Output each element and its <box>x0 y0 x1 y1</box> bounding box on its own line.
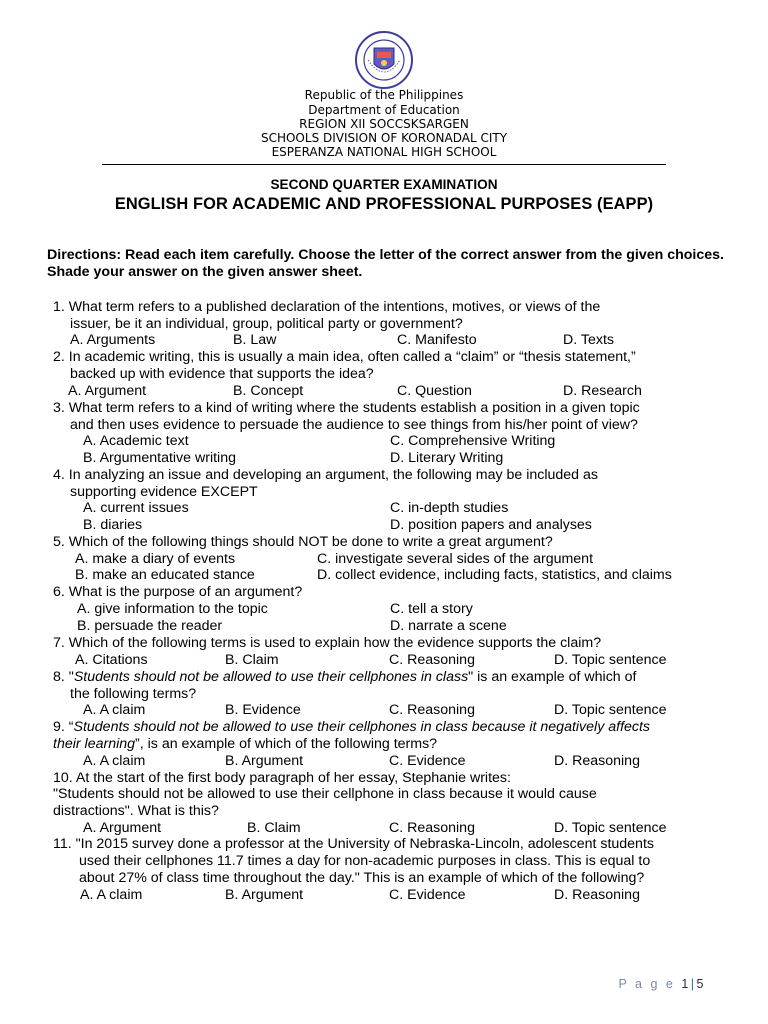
question-6-text: 6. What is the purpose of an argument? <box>53 584 303 600</box>
question-5-choice-d: D. collect evidence, including facts, statistics, and claims <box>317 567 672 583</box>
question-8-text-cont: the following terms? <box>70 686 197 702</box>
question-11-choice-a: A. A claim <box>80 887 143 903</box>
question-3-choice-d: D. Literary Writing <box>390 450 504 466</box>
question-1-choice-a: A. Arguments <box>70 332 156 348</box>
question-10-text: 10. At the start of the first body paragraph of her essay, Stephanie writes: <box>53 770 511 786</box>
question-2-choice-d: D. Research <box>563 383 642 399</box>
question-1-choice-d: D. Texts <box>563 332 614 348</box>
question-10-text-cont-2: distractions". What is this? <box>53 803 219 819</box>
question-10-text-cont: "Students should not be allowed to use their cellphone in class because it would cause <box>53 786 597 802</box>
question-9-choice-b: B. Argument <box>225 753 304 769</box>
question-7-text: 7. Which of the following terms is used to explain how the evidence supports the claim? <box>53 635 602 651</box>
page-footer <box>618 977 706 991</box>
exam-title: SECOND QUARTER EXAMINATION <box>270 177 498 192</box>
question-9-text <box>53 719 650 736</box>
question-11-text-cont-2: about 27% of class time throughout the day." This is an example of which of the following? <box>79 870 645 886</box>
question-4-choice-a: A. current issues <box>83 500 189 516</box>
question-8-choice-c: C. Reasoning <box>389 702 475 718</box>
question-8-choice-b: B. Evidence <box>225 702 301 718</box>
question-6-choice-d: D. narrate a scene <box>390 618 507 634</box>
question-9-suffix: ”, is an example of which of the following terms? <box>135 736 438 752</box>
page-label: P a g e <box>618 977 676 991</box>
question-3-choice-b: B. Argumentative writing <box>83 450 236 466</box>
question-7-choice-a: A. Citations <box>75 652 148 668</box>
question-9-quote-cont: their learning <box>53 736 136 752</box>
question-9-quote: Students should not be allowed to use their cellphones in class because it negatively affects <box>73 719 651 735</box>
question-1-choice-b: B. Law <box>233 332 277 348</box>
question-3-text-cont: and then uses evidence to persuade the audience to see things from his/her point of view? <box>70 417 638 433</box>
question-5-choice-c: C. investigate several sides of the argument <box>317 551 594 567</box>
question-4-text-cont: supporting evidence EXCEPT <box>70 484 258 500</box>
question-8-choice-a: A. A claim <box>83 702 146 718</box>
question-8-choice-d: D. Topic sentence <box>554 702 667 718</box>
question-2-choice-b: B. Concept <box>233 383 304 399</box>
question-2-text-cont: backed up with evidence that supports the idea? <box>70 366 374 382</box>
question-9-prefix: 9. “ <box>53 719 74 735</box>
question-6-choice-c: C. tell a story <box>390 601 473 617</box>
question-8-quote: Students should not be allowed to use their cellphones in class <box>73 669 469 685</box>
page-total: 5 <box>696 977 706 991</box>
question-5-choice-a: A. make a diary of events <box>75 551 236 567</box>
question-9-choice-c: C. Evidence <box>389 753 466 769</box>
header-divider <box>102 164 666 165</box>
question-11-choice-b: B. Argument <box>225 887 304 903</box>
question-8-suffix: " is an example of which of <box>468 669 637 685</box>
question-3-text: 3. What term refers to a kind of writing where the students establish a position in a given topic <box>53 400 640 416</box>
question-6-choice-a: A. give information to the topic <box>77 601 268 617</box>
question-4-choice-b: B. diaries <box>83 517 143 533</box>
page-number: 1 <box>681 977 691 991</box>
question-5-choice-b: B. make an educated stance <box>75 567 255 583</box>
question-7-choice-c: C. Reasoning <box>389 652 475 668</box>
question-11-text-cont: used their cellphones 11.7 times a day for non-academic purposes in class. This is equal to <box>79 853 651 869</box>
question-3-choice-a: A. Academic text <box>83 433 189 449</box>
question-11-choice-c: C. Evidence <box>389 887 466 903</box>
question-10-choice-d: D. Topic sentence <box>554 820 667 836</box>
question-2-choice-a: A. Argument <box>68 383 147 399</box>
question-8-text <box>53 669 636 686</box>
header-region: REGION XII SOCCSKSARGEN <box>299 117 469 131</box>
header-division: SCHOOLS DIVISION OF KORONADAL CITY <box>260 131 508 145</box>
header-school: ESPERANZA NATIONAL HIGH SCHOOL <box>271 145 497 159</box>
question-10-choice-a: A. Argument <box>83 820 162 836</box>
question-4-choice-d: D. position papers and analyses <box>390 517 592 533</box>
question-2-text: 2. In academic writing, this is usually a main idea, often called a “claim” or “thesis statement,” <box>53 349 636 365</box>
deped-seal-logo <box>348 30 420 90</box>
header-republic: Republic of the Philippines <box>304 88 464 102</box>
question-7-choice-b: B. Claim <box>225 652 279 668</box>
question-1-text: 1. What term refers to a published declaration of the intentions, motives, or views of the <box>53 299 601 315</box>
exam-subject: ENGLISH FOR ACADEMIC AND PROFESSIONAL PURPOSES (EAPP) <box>114 195 654 213</box>
question-1-choice-c: C. Manifesto <box>397 332 477 348</box>
question-3-choice-c: C. Comprehensive Writing <box>390 433 556 449</box>
question-9-choice-d: D. Reasoning <box>554 753 640 769</box>
question-7-choice-d: D. Topic sentence <box>554 652 667 668</box>
question-6-choice-b: B. persuade the reader <box>77 618 223 634</box>
question-2-choice-c: C. Question <box>397 383 472 399</box>
question-4-text: 4. In analyzing an issue and developing an argument, the following may be included as <box>53 467 598 483</box>
question-9-text-cont <box>53 736 437 753</box>
question-11-text: 11. "In 2015 survey done a professor at the University of Nebraska-Lincoln, adolescent students <box>53 836 654 852</box>
question-5-text: 5. Which of the following things should NOT be done to write a great argument? <box>53 534 553 550</box>
page-separator: | <box>690 977 697 991</box>
question-4-choice-c: C. in-depth studies <box>390 500 509 516</box>
question-10-choice-c: C. Reasoning <box>389 820 475 836</box>
question-9-choice-a: A. A claim <box>83 753 146 769</box>
header-department: Department of Education <box>308 103 460 117</box>
question-11-choice-d: D. Reasoning <box>554 887 640 903</box>
directions: Directions: Read each item carefully. Choose the letter of the correct answer from the given choices. Shade your answer on the given answer sheet. <box>47 247 724 281</box>
question-1-text-cont: issuer, be it an individual, group, political party or government? <box>70 316 463 332</box>
question-8-prefix: 8. " <box>53 669 74 685</box>
question-10-choice-b: B. Claim <box>247 820 301 836</box>
